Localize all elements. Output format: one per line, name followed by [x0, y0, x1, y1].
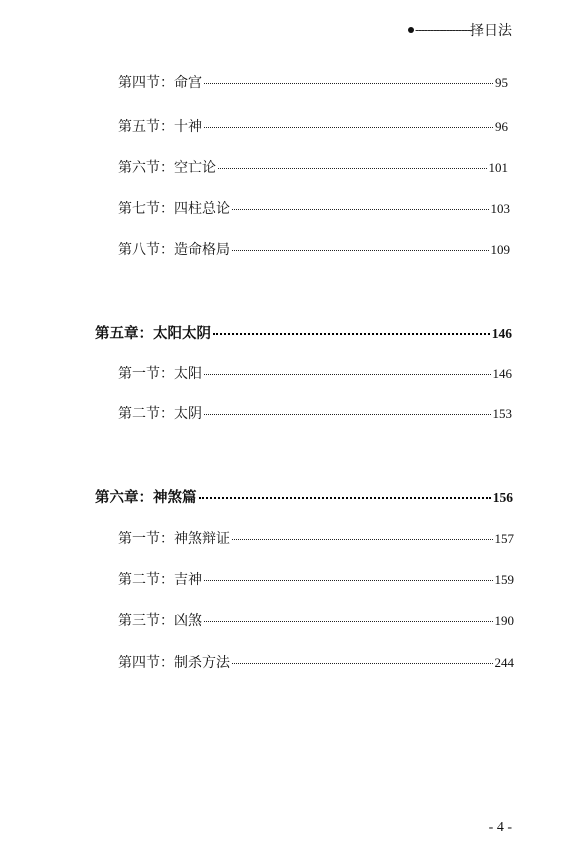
toc-entry-section-1	[118, 363, 512, 383]
leader-dots	[232, 539, 493, 540]
toc-page: 190	[494, 613, 514, 628]
bullet-icon	[408, 27, 414, 33]
leader-dots	[204, 414, 491, 415]
toc-page: 103	[490, 201, 510, 216]
toc-page: 153	[492, 406, 512, 421]
toc-entry-section-8	[118, 239, 510, 259]
toc-page: 146	[491, 326, 512, 341]
leader-dots	[213, 333, 490, 335]
header-title: 择日法	[470, 23, 512, 39]
toc-label: 第二节：太阴	[118, 406, 202, 422]
leader-dots	[232, 209, 489, 210]
toc-label: 第五节：十神	[118, 119, 202, 135]
toc-entry-section-4	[118, 652, 514, 672]
leader-dots	[204, 374, 491, 375]
leader-dots	[204, 621, 493, 622]
header-dashes: ------------------	[415, 23, 470, 37]
toc-entry-section-7	[118, 198, 510, 218]
toc-page: 146	[492, 366, 512, 381]
toc-label: 第七节：四柱总论	[118, 201, 230, 217]
leader-dots	[218, 168, 487, 169]
leader-dots	[204, 83, 493, 84]
toc-entry-section-4	[118, 72, 508, 92]
toc-page: 95	[495, 75, 508, 90]
leader-dots	[232, 663, 493, 664]
toc-label: 第四节：命宫	[118, 75, 202, 91]
toc-entry-section-3	[118, 610, 514, 630]
toc-entry-chapter-6	[95, 486, 513, 507]
toc-page: 157	[494, 531, 514, 546]
toc-label: 第一节：神煞辩证	[118, 531, 230, 547]
running-header	[408, 20, 512, 40]
toc-page: 156	[492, 490, 513, 505]
toc-label: 第四节：制杀方法	[118, 655, 230, 671]
toc-label: 第三节：凶煞	[118, 613, 202, 629]
toc-label: 第一节：太阳	[118, 366, 202, 382]
toc-entry-section-6	[118, 157, 508, 177]
leader-dots	[232, 250, 489, 251]
leader-dots	[204, 127, 493, 128]
toc-label: 第五章：太阳太阴	[95, 325, 211, 342]
toc-label: 第六章：神煞篇	[95, 489, 197, 506]
toc-page: 109	[490, 242, 510, 257]
toc-entry-section-2	[118, 569, 514, 589]
toc-label: 第八节：造命格局	[118, 242, 230, 258]
toc-page: 159	[494, 572, 514, 587]
toc-page: 101	[488, 160, 508, 175]
toc-entry-section-1	[118, 528, 514, 548]
toc-entry-chapter-5	[95, 322, 512, 343]
leader-dots	[199, 497, 491, 499]
toc-entry-section-5	[118, 116, 508, 136]
toc-page: 96	[495, 119, 508, 134]
toc-label: 第六节：空亡论	[118, 160, 216, 176]
page-number: - 4 -	[488, 820, 512, 835]
toc-page: 244	[494, 655, 514, 670]
leader-dots	[204, 580, 493, 581]
toc-label: 第二节：吉神	[118, 572, 202, 588]
toc-entry-section-2	[118, 403, 512, 423]
